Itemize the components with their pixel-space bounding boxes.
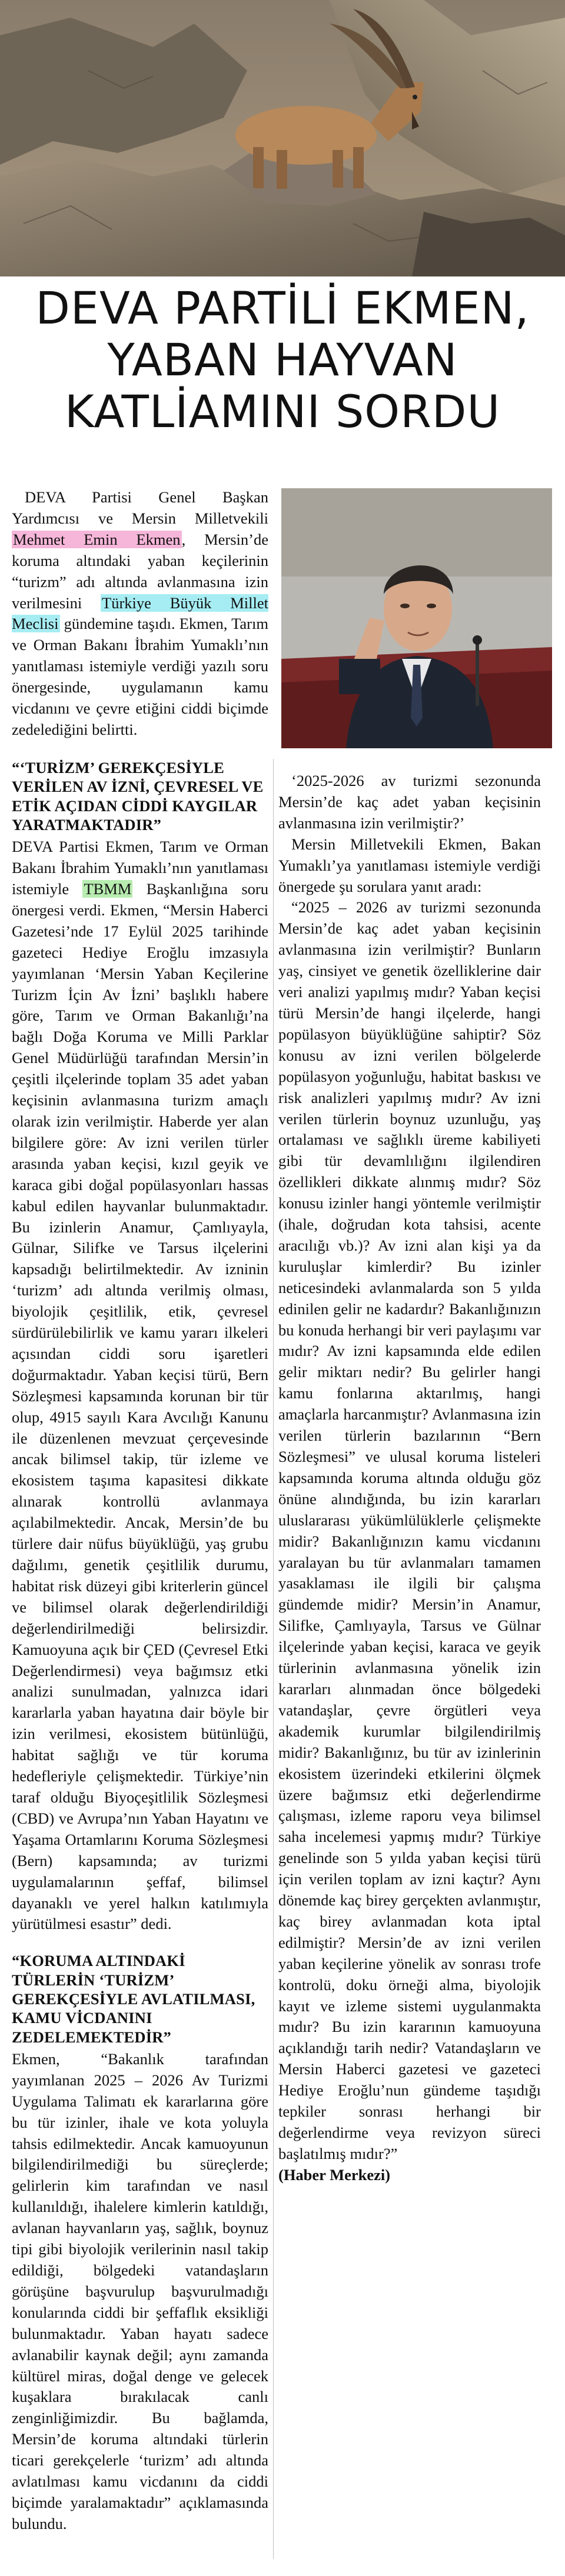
intro-text-3: gündemine taşıdı. Ekmen, Tarım ve Orman Bakanı İbrahim Yumaklı’nın yanıtlaması istemiyle verdiği yazılı soru önergesinde, uygulamanın kamu vicdanını ve çevre etiğini ciddi biçimde zedelediğini belirtti. [12,615,268,738]
hero-photo [0,0,565,276]
s1-text-c: Başkanlığına soru önergesi verdi. Ekmen, “Mersin Haberci Gazetesi’nde 17 Eylül 2025 tarihinde gazeteci Hediye Eroğlu imzasıyla yayımlanan ‘Mersin Yaban Keçilerine Turizm İçin Av İzni’ başlıklı habere göre, Tarım ve Orman Bakanlığı’na bağlı Doğa Koruma ve Milli Parklar Genel Müdürlüğü tarafından Mersin’in çeşitli ilçelerinde toplam 35 adet yaban keçisinin avlanmasına turizm amaçlı olarak izin verilmiştir. Haberde yer alan bilgilere göre: Av izni verilen türler arasında yaban keçisi, kızıl geyik ve karaca gibi doğal popülasyonları hassas kabul edilen hayvanlar bulunmaktadır. Bu izinlerin Anamur, Çamlıyayla, Gülnar, Silifke ve Tarsus ilçelerini kapsadığı belirtilmektedir. Av izninin ‘turizm’ adı altında verilmiş olması, biyolojik çeşitlilik, etik, çevresel sürdürülebilirlik ve kamu yararı ilkeleri açısından ciddi soru işaretleri doğurmaktadır. Yaban keçisi türü, Bern Sözleşmesi kapsamında korunan bir tür olup, 4915 sayılı Kara Avcılığı Kanunu ile düzenlenen mevzuat çerçevesinde ancak bilimsel takip, tür izleme ve ekosistem taşıma kapasitesi dikkate alınarak kontrollü avlanmaya açılabilmektedir. Ancak, Mersin’de bu türlere dair nüfus büyüklüğü, yaş grubu dağılımı, genetik çeşitlilik durumu, habitat risk düzeyi gibi kriterlerin güncel ve bilimsel olarak değerlendirildiği değerlendirilmediği belirsizdir. Kamuoyuna açık bir ÇED (Çevresel Etki Değerlendirmesi) veya bağımsız etki analizi sunulmadan, yalnızca idari kararlarla yaban hayatına dair böyle bir izin verilmesi, ekosistem bütünlüğü, habitat sağlığı ve tür koruma hedefleriyle çelişmektedir. Türkiye’nin taraf olduğu Biyoçeşitlilik Sözleşmesi (CBD) ve Avrupa’nın Yaban Hayatını ve Yaşama Ortamlarını Koruma Sözleşmesi (Bern) kapsamında; av turizmi uygulamalarının şeffaf, bilimsel dayanaklı ve yerel halkın katılımıyla yürütülmesi esastır” dedi. [12,880,268,1933]
highlight-tbmm-2: TBMM [84,880,132,898]
intro-text-1: DEVA Partisi Genel Başkan Yardımcısı ve Mersin Milletvekili [12,488,268,527]
byline: (Haber Merkezi) [278,2165,391,2184]
column-divider [273,759,274,2559]
s1-text-a: DEVA Partisi Ekmen, Tarım ve Orman Bakanı İbrahim Yumaklı’nın yanıtlaması istemiyle [12,838,268,898]
headline [0,282,565,438]
portrait-photo [281,488,552,748]
column-left [12,487,268,2535]
intro-text-2: , Mersin’de koruma altındaki yaban keçilerinin “turizm” adı altında avlanmasına izin verilmesini [12,530,268,612]
section-2-heading: “KORUMA ALTINDAKİ TÜRLERİN ‘TURİZM’ GEREKÇESİYLE AVLATILMASI, KAMU VİCDANINI ZEDELEMEKTEDİR” [12,1952,255,2046]
sub-intro: Mersin Milletvekili Ekmen, Bakan Yumaklı’ya yanıtlaması istemiyle verdiği önergede şu sorulara yanıt aradı: [278,835,541,895]
headline-line-3: KATLİAMINI SORDU [64,385,501,438]
sub-quote: ‘2025-2026 av turizmi sezonunda Mersin’de kaç adet yaban keçisinin avlanmasına izin verilmiştir?’ [278,772,541,832]
section-1-paragraph [12,837,268,1935]
intro-paragraph [12,487,268,741]
column-right [278,759,541,2186]
section-1-heading: “‘TURİZM’ GEREKÇESİYLE VERİLEN AV İZNİ, ÇEVRESEL VE ETİK AÇIDAN CİDDİ KAYGILAR YARATMAKTADIR” [12,758,264,834]
highlight-tbmm: Türkiye Büyük Millet Meclisi [12,594,268,633]
questions-paragraph: “2025 – 2026 av turizmi sezonunda Mersin’de kaç adet yaban keçisinin avlanmasına izin verilmiştir? Bunların yaş, cinsiyet ve genetik özelliklerine dair veri analizi yapılmış mıdır? Yaban keçisi türü Mersin’de hangi ilçelerde, hangi popülasyon büyüklüğüne sahiptir? Söz konusu av izni verilen bölgelerde popülasyon yoğunluğu, habitat baskısı ve risk analizleri yapılmış mıdır? Av izni verilen türlerin boynuz uzunluğu, yaş ortalaması ve sağlıklı üreme kabiliyeti gibi tür devamlılığını ilgilendiren özellikleri dikkate alınmış mıdır? Söz konusu izinler hangi yöntemle verilmiştir (ihale, doğrudan kota tahsisi, acente aracılığı vb.)? Av izni alan kişi ya da kuruluşlar kimlerdir? Bu izinler neticesindeki avlanmalarda son 5 yılda edinilen gelir ne kadardır? Bakanlığınızın bu konuda herhangi bir veri paylaşımı var mıdır? Av izni kapsamında elde edilen gelir miktarı nedir? Bu gelirler hangi kamu fonlarına aktarılmış, hangi amaçlarla harcanmıştır? Avlanmasına izin verilen türlerin bazılarının “Bern Sözleşmesi” ve ulusal koruma listeleri kapsamında koruma altında olduğu göz önüne alındığında, bu izin kararları uluslararası yükümlülüklerle çelişmekte midir? Bakanlığınızın kamu vicdanını yaralayan bu tür avlanmaları tamamen yasaklaması ile ilgili bir çalışma gündemde midir? Mersin’in Anamur, Silifke, Çamlıyayla, Tarsus ve Gülnar ilçelerinde yaban keçisi, karaca ve geyik türlerinin avlanmasına yönelik izin kararları alınmadan önce bölgedeki vatandaşlar, çevre örgütleri veya akademik kurumlar bilgilendirilmiş midir? Bakanlığınız, bu tür av izinlerinin ekosistem üzerindeki etkilerini ölçmek üzere bağımsız etki değerlendirme çalışması, izleme raporu veya bilimsel saha incelemesi yapmış mıdır? Türkiye genelinde son 5 yılda yaban keçisi türü için verilen toplam av izni kaçtır? Aynı dönemde kaç birey gerçekten avlanmıştır, kaç birey avlanmadan kota iptal edilmiştir? Mersin’de av izni verilen yaban keçilerine yönelik av sonrası trofe kontrolü, doku örneği alma, biyolojik kayıt ve izleme sistemi uygulanmakta mıdır? Bu izin kararının kamuoyuna açıklandığı tarih nedir? Vatandaşların ve Mersin Haberci gazetesi ve gazeteci Hediye Eroğlu’nun gündeme taşıdığı tepkiler sonrası herhangi bir değerlendirme veya revizyon süreci başlatılmış mıdır?” [278,898,541,2162]
headline-line-2: YABAN HAYVAN [107,334,458,386]
headline-line-1: DEVA PARTİLİ EKMEN, [35,282,530,334]
highlight-name: Mehmet Emin Ekmen [13,530,181,548]
section-2-paragraph: Ekmen, “Bakanlık tarafından yayımlanan 2025 – 2026 Av Turizmi Uygulama Talimatı ek kararlarına göre bu tür izinler, ihale ve kota yoluyla tahsis edilmektedir. Ancak kamuoyunun bilgilendirilmediği bu süreçlerde; gelirlerin kim tarafından ve nasıl kullanıldığı, ihalelere kimlerin katıldığı, avlanan hayvanların yaş, sağlık, boynuz tipi gibi biyolojik verilerinin nasıl takip edildiği, bölgedeki vatandaşların görüşüne başvurulup başvurulmadığı konularında ciddi bir şeffaflık eksikliği bulunmaktadır. Yaban hayatı sadece avlanabilir kaynak değil; aynı zamanda kültürel miras, doğal denge ve gelecek kuşaklara bırakılacak canlı zenginliğimizdir. Bu bağlamda, Mersin’de koruma altındaki türlerin ticari gerekçelerle ‘turizm’ adı altında avlatılması kamu vicdanını da ciddi biçimde yaralamaktadır” açıklamasında bulundu. [12,2050,268,2532]
